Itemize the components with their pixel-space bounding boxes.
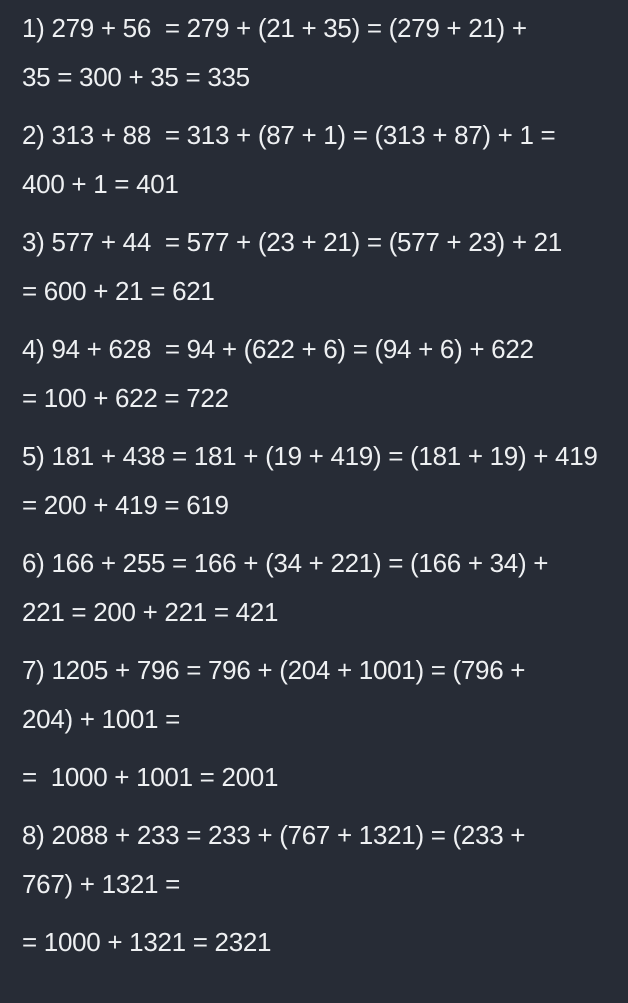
text-line: = 1000 + 1321 = 2321 [22,927,272,957]
text-line: 400 + 1 = 401 [22,169,179,199]
text-line: 4) 94 + 628 = 94 + (622 + 6) = (94 + 6) + 622 [22,334,534,364]
problem-block-6 [22,539,612,637]
problem-block-3 [22,218,612,316]
problem-block-2 [22,111,612,209]
problem-block-1 [22,4,612,102]
problem-block-7-result [22,753,612,802]
text-line: = 100 + 622 = 722 [22,383,229,413]
text-line: 2) 313 + 88 = 313 + (87 + 1) = (313 + 87) + 1 = [22,120,556,150]
text-line: 6) 166 + 255 = 166 + (34 + 221) = (166 + 34) + [22,548,549,578]
problem-block-8 [22,811,612,909]
text-line: 5) 181 + 438 = 181 + (19 + 419) = (181 + 19) + 419 [22,441,598,471]
text-line: = 200 + 419 = 619 [22,490,229,520]
text-line: 3) 577 + 44 = 577 + (23 + 21) = (577 + 23) + 21 [22,227,562,257]
text-line: 35 = 300 + 35 = 335 [22,62,250,92]
text-line: 767) + 1321 = [22,869,181,899]
problem-block-8-result [22,918,612,967]
problem-block-5 [22,432,612,530]
text-line: = 600 + 21 = 621 [22,276,215,306]
text-line: = 1000 + 1001 = 2001 [22,762,279,792]
problem-block-4 [22,325,612,423]
text-line: 204) + 1001 = [22,704,181,734]
text-line: 1) 279 + 56 = 279 + (21 + 35) = (279 + 21) + [22,13,527,43]
text-line: 8) 2088 + 233 = 233 + (767 + 1321) = (233 + [22,820,526,850]
problem-block-7 [22,646,612,744]
text-line: 7) 1205 + 796 = 796 + (204 + 1001) = (796 + [22,655,526,685]
text-line: 221 = 200 + 221 = 421 [22,597,279,627]
